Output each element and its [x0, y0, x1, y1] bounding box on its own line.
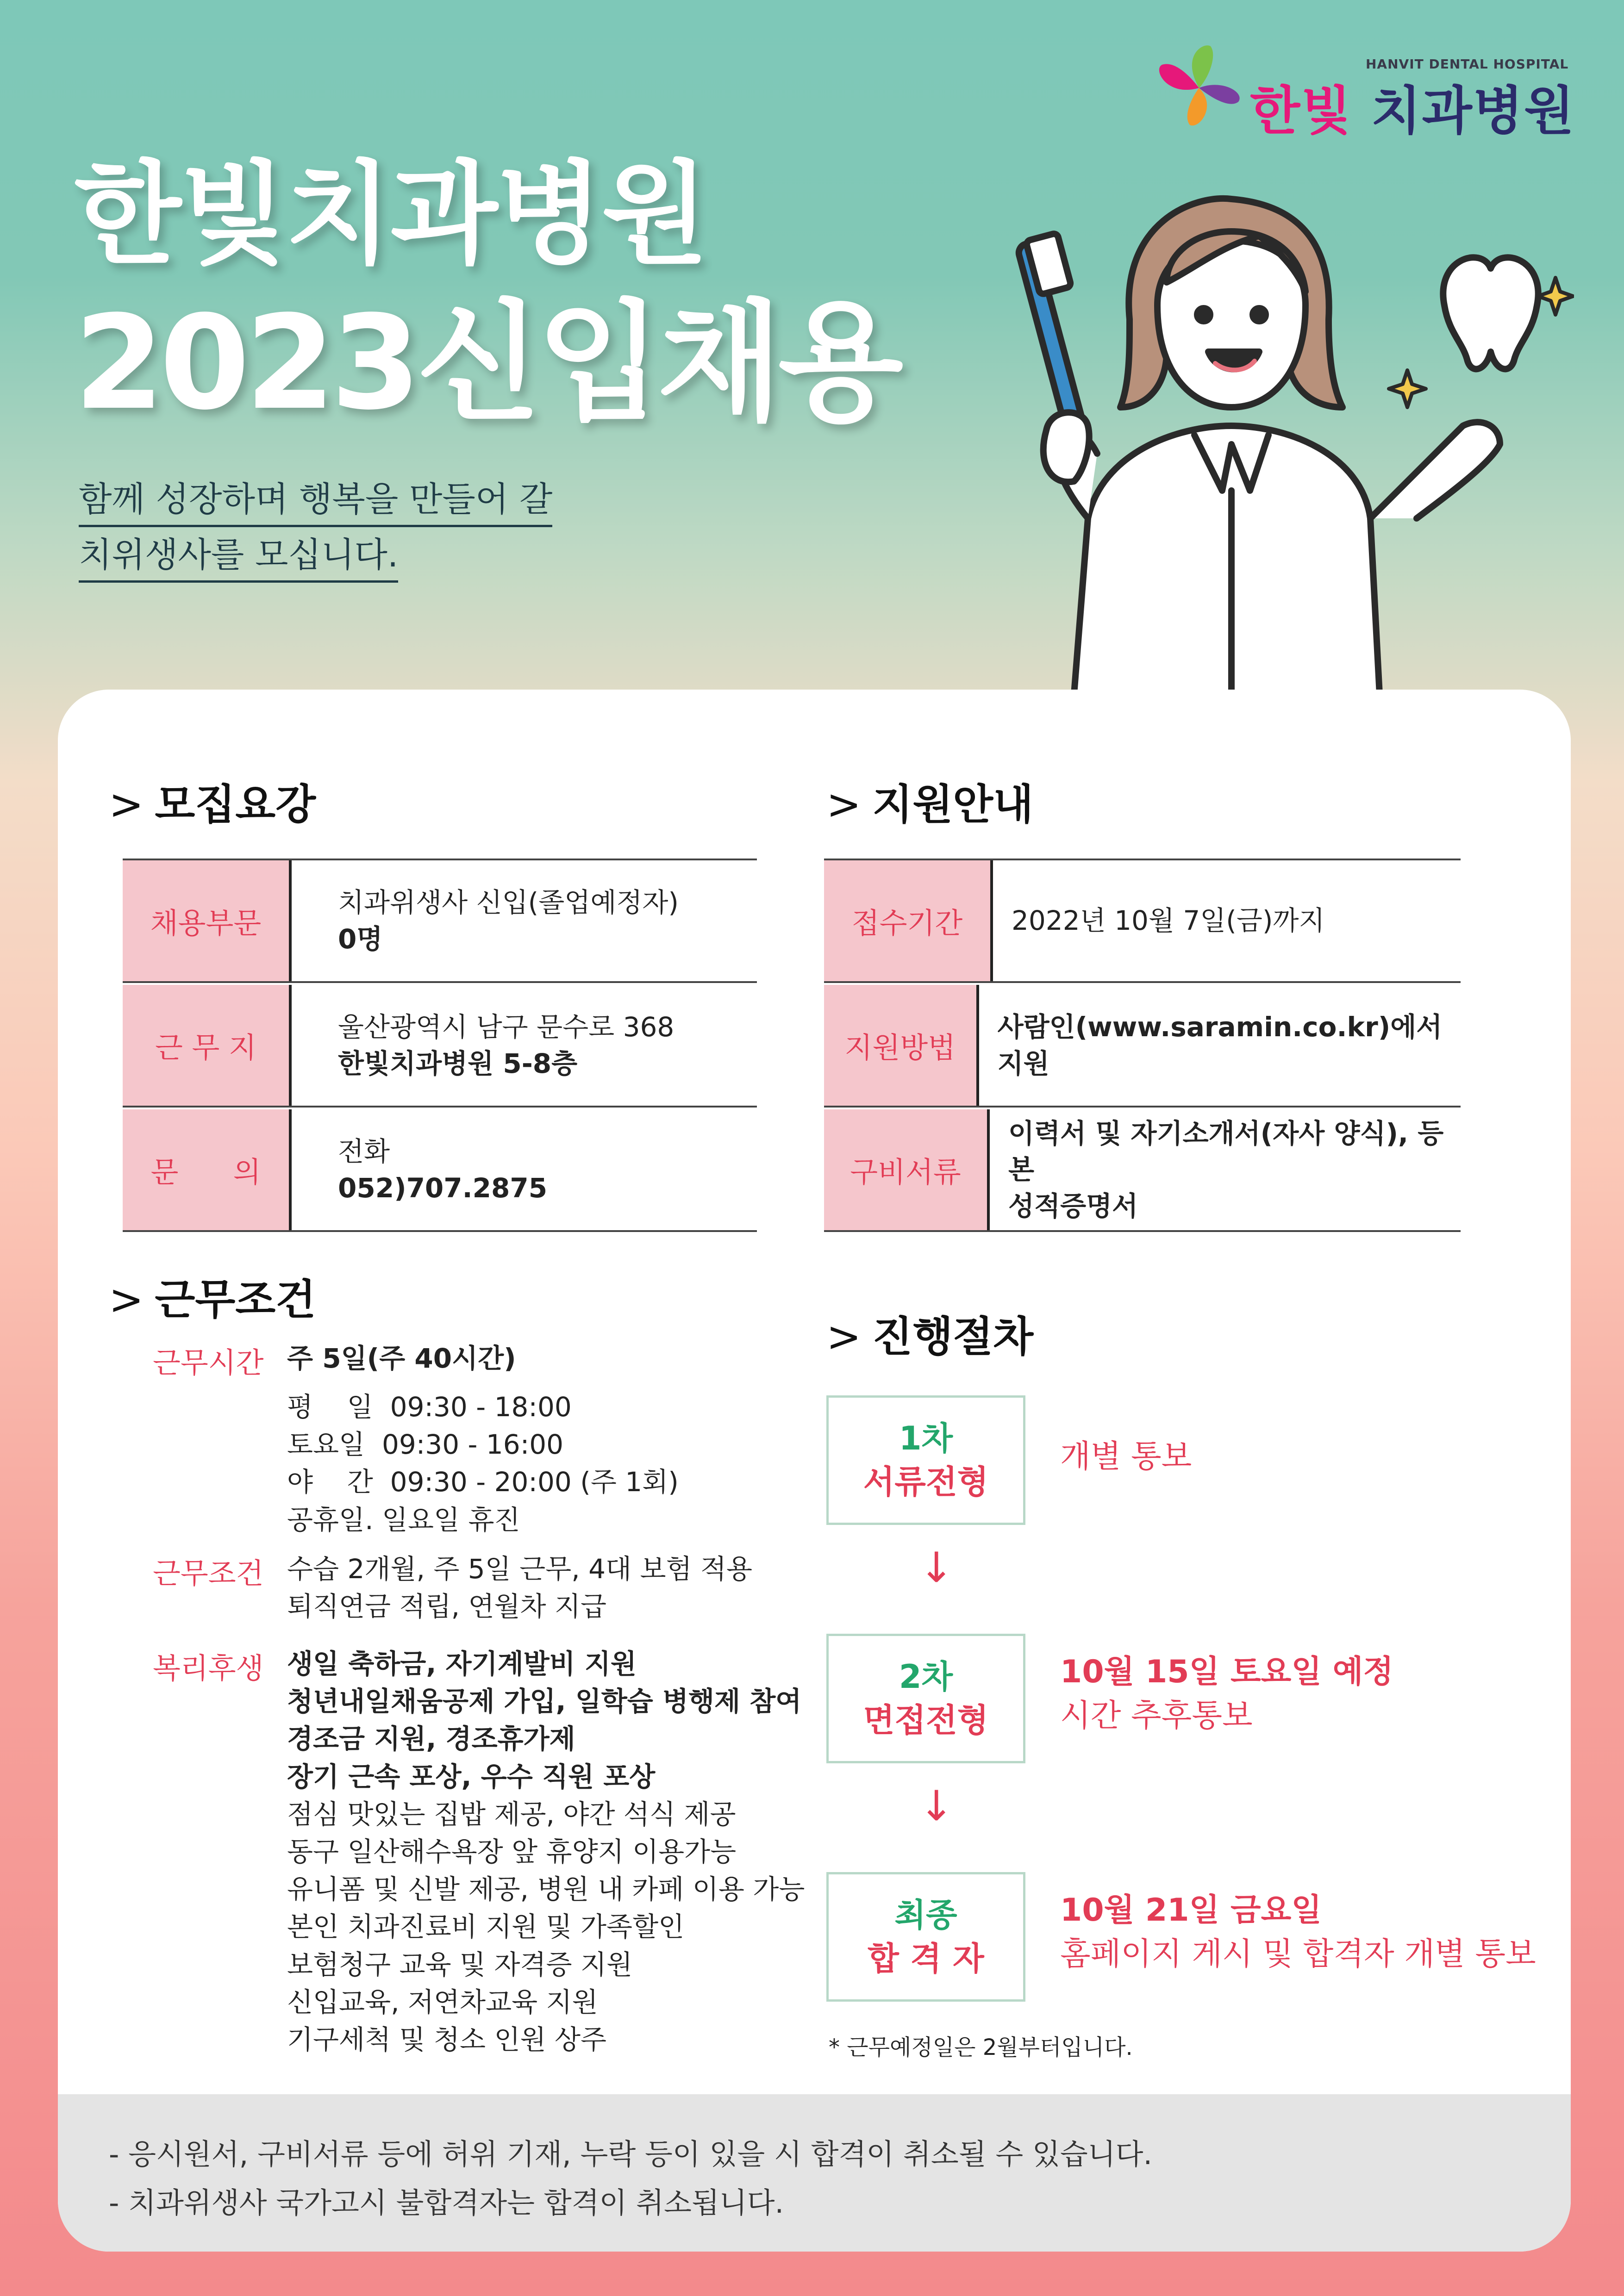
slogan-line2: 치위생사를 모십니다. [79, 528, 398, 583]
logo-english-name: HANVIT DENTAL HOSPITAL [1366, 56, 1569, 72]
list-item: 경조금 지원, 경조휴가제 [287, 1723, 575, 1755]
row-value: 치과위생사 신입(졸업예정자) 0명 [338, 887, 679, 955]
info-card [58, 690, 1571, 2252]
table-row [123, 1109, 757, 1232]
list-item: 청년내일채움공제 가입, 일학습 병행제 참여 [287, 1686, 802, 1717]
chevron-right-icon: > [826, 1313, 862, 1361]
row-label: 근 무 지 [123, 985, 292, 1106]
chevron-right-icon: > [826, 780, 862, 829]
row-value: 이력서 및 자기소개서(자사 양식), 등본 성적증명서 [1008, 1118, 1444, 1222]
footnote: * 근무예정일은 2월부터입니다. [829, 2035, 1133, 2060]
list-item: 생일 축하금, 자기계발비 지원 [287, 1648, 637, 1680]
table-row [123, 860, 757, 983]
list-item: 퇴직연금 적립, 연월차 지급 [287, 1591, 607, 1623]
hygienist-illustration [935, 167, 1574, 694]
list-item: 기구세척 및 청소 인원 상주 [287, 2023, 607, 2055]
list-item: 토요일 09:30 - 16:00 [287, 1429, 564, 1461]
table-row [824, 1109, 1461, 1232]
arrow-down-icon: ↓ [919, 1782, 954, 1830]
process-step-3: 최종 합 격 자 [826, 1872, 1025, 2002]
table-row [123, 985, 757, 1108]
footer-line1: - 응시원서, 구비서류 등에 허위 기재, 누락 등이 있을 시 합격이 취소될 수 있습니다. [109, 2137, 1153, 2171]
hours-list [287, 1388, 679, 1539]
process-step-2: 2차 면접전형 [826, 1634, 1025, 1763]
list-item: 보험청구 교육 및 자격증 지원 [287, 1948, 633, 1980]
row-value: 울산광역시 남구 문수로 368 한빛치과병원 5-8층 [338, 1011, 675, 1079]
logo-name-part1: 한빛 [1250, 81, 1352, 141]
row-label: 지원방법 [824, 985, 979, 1106]
list-item: 신입교육, 저연차교육 지원 [287, 1986, 598, 2018]
logo-korean-name [1250, 69, 1575, 144]
welfare-label: 복리후생 [153, 1651, 264, 1685]
welfare-list [287, 1645, 805, 2059]
row-value: 사람인(www.saramin.co.kr)에서 지원 [997, 1011, 1443, 1079]
process-step-1: 1차 서류전형 [826, 1395, 1025, 1525]
list-item: 점심 맛있는 집밥 제공, 야간 석식 제공 [287, 1798, 736, 1830]
cond-label: 근무조건 [153, 1556, 264, 1590]
list-item: 동구 일산해수욕장 앞 휴양지 이용가능 [287, 1836, 737, 1867]
page-title-line1: 한빛치과병원 [74, 149, 707, 279]
list-item: 수습 2개월, 주 5일 근무, 4대 보험 적용 [287, 1553, 752, 1585]
row-label: 문 의 [123, 1109, 292, 1230]
cond-list [287, 1550, 752, 1625]
row-label: 채용부문 [123, 860, 292, 981]
chevron-right-icon: > [109, 780, 144, 829]
chevron-right-icon: > [109, 1276, 144, 1324]
process-note-3: 10월 21일 금요일 홈페이지 게시 및 합격자 개별 통보 [1060, 1892, 1536, 1973]
table-row [824, 985, 1461, 1108]
apply-heading: > 지원안내 [826, 780, 1034, 829]
arrow-down-icon: ↓ [919, 1543, 954, 1592]
logo-name-part2: 치과병원 [1371, 81, 1575, 141]
page-title-line2: 2023신입채용 [74, 288, 899, 439]
list-item: 유니폼 및 신발 제공, 병원 내 카페 이용 가능 [287, 1873, 805, 1905]
list-item: 평 일 09:30 - 18:00 [287, 1391, 572, 1423]
table-row [824, 860, 1461, 983]
footer-line2: - 치과위생사 국가고시 불합격자는 합격이 취소됩니다. [109, 2186, 784, 2220]
hours-main: 주 5일(주 40시간) [287, 1343, 516, 1374]
footer-notice [58, 2094, 1571, 2252]
list-item: 장기 근속 포상, 우수 직원 포상 [287, 1761, 656, 1792]
process-heading: > 진행절차 [826, 1313, 1034, 1361]
list-item: 야 간 09:30 - 20:00 (주 1회) [287, 1466, 679, 1498]
row-label: 접수기간 [824, 860, 993, 981]
row-label: 구비서류 [824, 1109, 990, 1230]
process-note-2: 10월 15일 토요일 예정 시간 추후통보 [1060, 1654, 1394, 1735]
conditions-heading: > 근무조건 [109, 1276, 316, 1324]
row-value: 전화 052)707.2875 [338, 1136, 548, 1204]
hours-label: 근무시간 [153, 1346, 264, 1380]
hospital-logo-mark [1148, 37, 1250, 139]
list-item: 공휴일. 일요일 휴진 [287, 1504, 520, 1536]
slogan-line1: 함께 성장하며 행복을 만들어 갈 [79, 472, 552, 527]
row-value: 2022년 10월 7일(금)까지 [1012, 905, 1325, 937]
list-item: 본인 치과진료비 지원 및 가족할인 [287, 1911, 685, 1943]
process-note-1: 개별 통보 [1060, 1438, 1192, 1475]
recruit-heading: > 모집요강 [109, 780, 316, 829]
